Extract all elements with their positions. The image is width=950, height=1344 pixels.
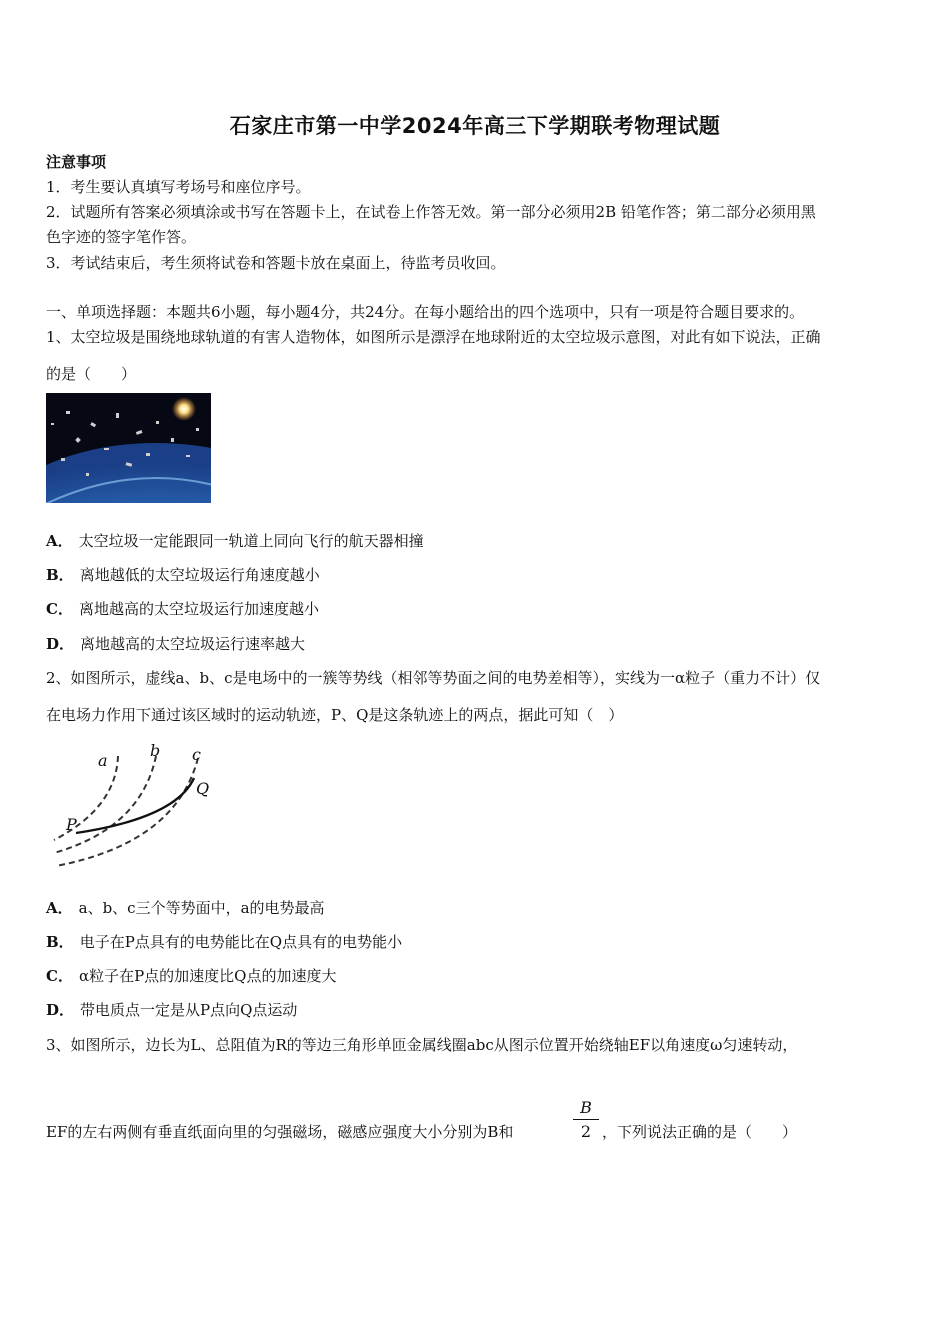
label-p: P <box>66 815 77 834</box>
q1-stem-line1: 1、太空垃圾是围绕地球轨道的有害人造物体，如图所示是漂浮在地球附近的太空垃圾示意图，对此有如下说法，正确 <box>46 328 821 346</box>
q3-stem-line1: 3、如图所示，边长为L、总阻值为R的等边三角形单匝金属线圈abc从图示位置开始绕轴EF以角速度ω匀速转动， <box>46 1036 798 1054</box>
q2-option-a: A． a、b、c三个等势面中，a的电势最高 <box>46 899 325 917</box>
notice-item-3: 3．考试结束后，考生须将试卷和答题卡放在桌面上，待监考员收回。 <box>46 254 506 272</box>
q1-option-b: B． 离地越低的太空垃圾运行角速度越小 <box>46 566 320 584</box>
line-b <box>54 756 156 853</box>
notice-item-1: 1．考生要认真填写考场号和座位序号。 <box>46 178 311 196</box>
fraction-denominator: 2 <box>580 1122 592 1141</box>
q2-stem-line1: 2、如图所示，虚线a、b、c是电场中的一簇等势线（相邻等势面之间的电势差相等），实线为一α粒子（重力不计）仅 <box>46 669 821 687</box>
q1-stem-line2: 的是（ ） <box>46 365 137 383</box>
q3-stem-line2-a: EF的左右两侧有垂直纸面向里的匀强磁场，磁感应强度大小分别为B和 <box>46 1123 514 1141</box>
fraction-b-over-2 <box>573 1098 599 1141</box>
notice-item-2: 2．试题所有答案必须填涂或书写在答题卡上，在试卷上作答无效。第一部分必须用2B 铅笔作答；第二部分必须用黑 <box>46 203 816 221</box>
label-a: a <box>98 751 108 770</box>
q2-option-d: D． 带电质点一定是从P点向Q点运动 <box>46 1001 298 1019</box>
page-title: 石家庄市第一中学2024年高三下学期联考物理试题 <box>229 114 721 138</box>
notice-item-2-cont: 色字迹的签字笔作答。 <box>46 228 197 246</box>
q1-option-a: A． 太空垃圾一定能跟同一轨道上同向飞行的航天器相撞 <box>46 532 424 550</box>
q2-option-b: B． 电子在P点具有的电势能比在Q点具有的电势能小 <box>46 933 403 951</box>
notice-heading: 注意事项 <box>46 153 107 171</box>
q1-option-d: D． 离地越高的太空垃圾运行速率越大 <box>46 635 306 653</box>
label-b: b <box>150 741 161 760</box>
q2-option-c: C． α粒子在P点的加速度比Q点的加速度大 <box>46 967 337 985</box>
equipotential-figure <box>46 738 226 873</box>
fraction-numerator: B <box>580 1098 592 1117</box>
q1-option-c: C． 离地越高的太空垃圾运行加速度越小 <box>46 600 319 618</box>
trajectory <box>76 778 194 833</box>
label-q: Q <box>196 779 210 798</box>
space-debris-figure <box>46 393 211 503</box>
section-heading: 一、单项选择题：本题共6小题，每小题4分，共24分。在每小题给出的四个选项中，只有一项是符合题目要求的。 <box>46 303 805 321</box>
q3-stem-line2-b: ，下列说法正确的是（ ） <box>602 1123 798 1141</box>
q2-stem-line2: 在电场力作用下通过该区域时的运动轨迹，P、Q是这条轨迹上的两点，据此可知（ ） <box>46 706 624 724</box>
label-c: c <box>192 745 201 764</box>
